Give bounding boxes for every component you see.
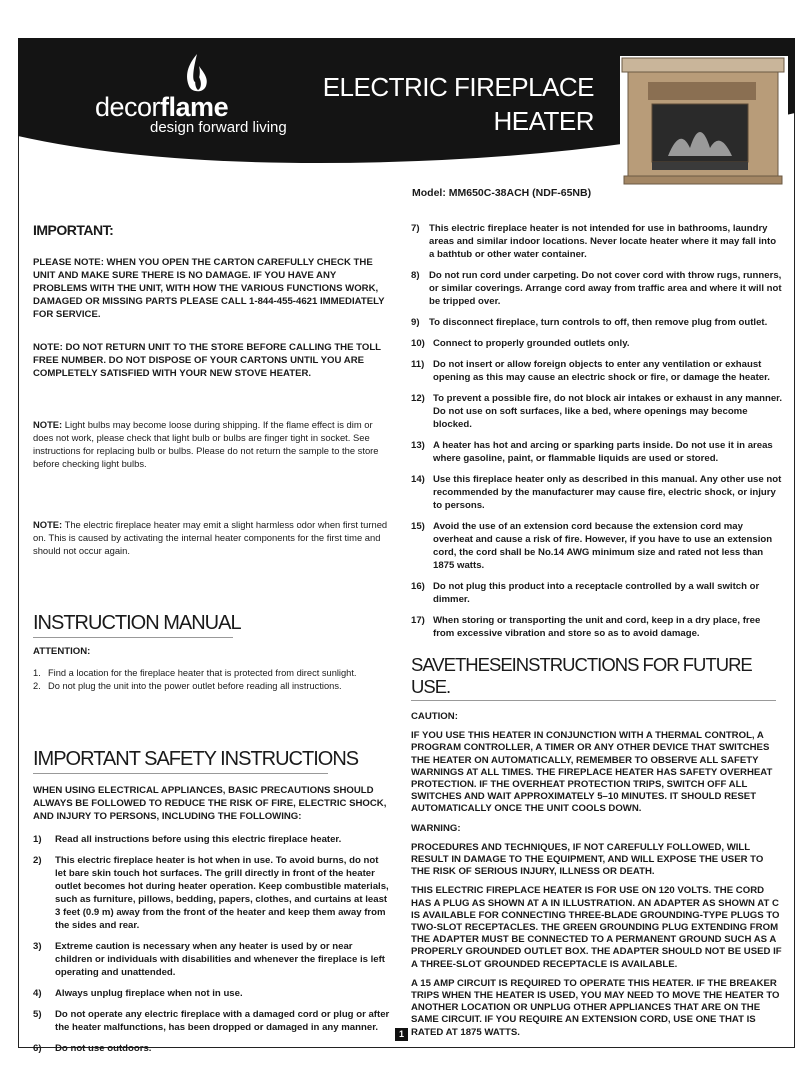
model-number: Model: MM650C-38ACH (NDF-65NB) (412, 187, 592, 199)
warning-text: PROCEDURES AND TECHNIQUES, IF NOT CAREFULLY FOLLOWED, WILL RESULT IN DAMAGE TO THE EQUIPMENT, AND WILL EXPOSE THE USER TO THE RISK OF SERIOUS INJURY, ILLNESS OR DEATH. (411, 841, 764, 878)
item-text: Avoid the use of an extension cord because the extension cord may overheat and cause a risk of fire. However, if you have to use an extension cord, the cord shall be No.14 AWG minimum size and rated not less than 1875 watts. (433, 521, 773, 571)
title-line-2: HEATER (493, 106, 594, 136)
item-text: A heater has hot and arcing or sparking parts inside. Do not use it in areas where gasoline, paint, or flammable liquids are used or stored. (433, 440, 773, 464)
list-item (33, 854, 391, 932)
item-text: Do not run cord under carpeting. Do not cover cord with throw rugs, runners, or similar coverings. Arrange cord away from traffic area and where it will not be tripped over. (429, 270, 782, 307)
list-item (33, 1008, 391, 1034)
instruction-list (33, 667, 391, 692)
warning-label: WARNING: (411, 822, 461, 834)
item-text: When storing or transporting the unit and cord, keep in a dry place, free from excessive vibration and store so as to avoid damage. (433, 615, 761, 639)
item-number: 12) (411, 393, 425, 404)
item-text: Do not plug this product into a receptacle controlled by a wall switch or dimmer. (433, 581, 760, 605)
list-item (33, 987, 391, 1000)
item-number: 14) (411, 474, 425, 485)
brand-light: decor (95, 92, 161, 122)
item-text: Always unplug fireplace when not in use. (55, 988, 243, 999)
instruction-manual-heading: INSTRUCTION MANUAL (33, 612, 241, 634)
note-label: NOTE: (33, 519, 63, 530)
safety-intro: WHEN USING ELECTRICAL APPLIANCES, BASIC PRECAUTIONS SHOULD ALWAYS BE FOLLOWED TO REDUCE THE RISK OF FIRE, ELECTRIC SHOCK, AND INJURY TO PERSONS, INCLUDING THE FOLLOWING: (33, 785, 387, 822)
list-item (411, 358, 783, 384)
amp-circuit-paragraph: A 15 AMP CIRCUIT IS REQUIRED TO OPERATE THIS HEATER. IF THE BREAKER TRIPS WHEN THE HEATER IS USED, YOU MAY NEED TO MOVE THE HEATER TO ANOTHER LOCATION OR UNPLUG OTHER APPLIANCES THAT ARE ON THE SAME CIRCUIT. IF YOU REQUIRE AN EXTENSION CORD, USE ONE THAT IS RATED AT 1875 WATTS. (411, 977, 780, 1038)
item-number: 11) (411, 359, 425, 370)
fireplace-product-image (620, 56, 788, 186)
item-number: 6) (33, 1043, 42, 1054)
note-label: NOTE: (33, 419, 63, 430)
item-number: 13) (411, 440, 425, 451)
item-text: To disconnect fireplace, turn controls to off, then remove plug from outlet. (429, 317, 768, 328)
brand-tagline: design forward living (150, 119, 287, 136)
item-number: 7) (411, 223, 420, 234)
item-number: 10) (411, 338, 425, 349)
item-number: 2. (33, 680, 41, 691)
item-number: 17) (411, 615, 425, 626)
item-text: Connect to properly grounded outlets only. (433, 338, 630, 349)
page-number: 1 (395, 1028, 408, 1041)
heading-rule (411, 700, 776, 701)
item-text: Find a location for the fireplace heater that is protected from direct sunlight. (48, 668, 357, 678)
list-item (411, 316, 783, 329)
list-item (33, 1042, 391, 1055)
important-heading: IMPORTANT: (33, 222, 114, 238)
heading-rule (33, 773, 328, 774)
item-number: 2) (33, 855, 42, 866)
list-item (411, 392, 783, 431)
item-number: 1) (33, 834, 42, 845)
item-text: Use this fireplace heater only as described in this manual. Any other use not recommended by the manufacturer may cause fire, electric shock, or injury to persons. (433, 474, 782, 511)
item-number: 4) (33, 988, 42, 999)
item-number: 5) (33, 1009, 42, 1020)
item-number: 3) (33, 941, 42, 952)
item-text: Do not operate any electric fireplace with a damaged cord or plug or after the heater malfunctions, has been dropped or damaged in any manner. (55, 1009, 390, 1033)
item-text: Do not use outdoors. (55, 1043, 152, 1054)
left-column (33, 222, 391, 1063)
light-bulb-note (33, 418, 391, 470)
please-note-paragraph: PLEASE NOTE: WHEN YOU OPEN THE CARTON CAREFULLY CHECK THE UNIT AND MAKE SURE THERE IS NO DAMAGE. IF YOU HAVE ANY PROBLEMS WITH THE UNIT, WITH HOW THE VARIOUS FUNCTIONS WORK, DAMAGED OR MISSING PARTS PLEASE CALL 1-844-455-4621 IMMEDIATELY FOR SERVICE. (33, 257, 385, 320)
odor-note (33, 518, 391, 557)
note-text: Light bulbs may become loose during shipping. If the flame effect is dim or does not work, please check that light bulb or bulbs are finger tight in socket. See instructions for replacing bulb or bulbs. Please do not return the sample to the store before checking light bulbs. (33, 419, 379, 469)
list-item (411, 614, 783, 640)
list-item (33, 667, 391, 680)
note-text: The electric fireplace heater may emit a slight harmless odor when first turned on. This is caused by activating the internal heater components for the first time and should not occur again. (33, 519, 388, 556)
caution-label: CAUTION: (411, 711, 458, 722)
title-line-1: ELECTRIC FIREPLACE (322, 72, 594, 102)
list-item (411, 580, 783, 606)
list-item (411, 473, 783, 512)
list-item (33, 940, 391, 979)
list-item (411, 337, 783, 350)
item-number: 8) (411, 270, 420, 281)
safety-instructions-heading: IMPORTANT SAFETY INSTRUCTIONS (33, 748, 359, 770)
voltage-paragraph: THIS ELECTRIC FIREPLACE HEATER IS FOR USE ON 120 VOLTS. THE CORD HAS A PLUG AS SHOWN AT A IN ILLUSTRATION. AN ADAPTER AS SHOWN AT C IS AVAILABLE FOR CONNECTING THREE-BLADE GROUNDING-TYPE PLUGS TO TWO-SLOT RECEPTACLES. THE GREEN GROUNDING PLUG EXTENDING FROM THE ADAPTER MUST BE CONNECTED TO A PERMANENT GROUND SUCH AS A PROPERLY GROUNDED OUTLET BOX. THE ADAPTER SHOULD NOT BE USED IF A THREE-SLOT GROUNDED RECEPTACLE IS AVAILABLE. (411, 885, 782, 970)
item-text: This electric fireplace heater is hot when in use. To avoid burns, do not let bare skin touch hot surfaces. The grill directly in front of the heater outlet becomes hot during heater operation. Keep combustible materials, such as furniture, pillows, bedding, papers, clothes, and curtains at least 3 feet (0.9 m) away from the front of the heater and keep them away from the sides and rear. (55, 855, 389, 931)
save-instructions-heading: SAVETHESEINSTRUCTIONS FOR FUTURE USE. (411, 654, 752, 697)
item-text: Do not plug the unit into the power outlet before reading all instructions. (48, 680, 342, 691)
item-text: Extreme caution is necessary when any heater is used by or near children or individuals with disabilities and whenever the fireplace is left operating and unattended. (55, 941, 386, 978)
document-title (323, 70, 594, 138)
list-item (411, 222, 783, 261)
item-number: 9) (411, 317, 420, 328)
list-item (411, 269, 783, 308)
item-text: Read all instructions before using this electric fireplace heater. (55, 834, 342, 845)
list-item (33, 833, 391, 846)
item-number: 16) (411, 581, 425, 592)
list-item (411, 520, 783, 572)
attention-label: ATTENTION: (33, 646, 91, 657)
item-text: Do not insert or allow foreign objects to enter any ventilation or exhaust opening as this may cause an electric shock or fire, or damage the heater. (433, 359, 770, 383)
heading-rule (33, 637, 233, 638)
right-column (411, 222, 783, 1046)
item-number: 1. (33, 668, 41, 678)
list-item (33, 680, 391, 693)
brand-bold: flame (160, 92, 229, 122)
safety-list (33, 833, 391, 1055)
do-not-return-paragraph: NOTE: DO NOT RETURN UNIT TO THE STORE BEFORE CALLING THE TOLL FREE NUMBER. DO NOT DISPOSE OF YOUR CARTONS UNTIL YOU ARE COMPLETELY SATISFIED WITH YOUR NEW STOVE HEATER. (33, 342, 381, 379)
safety-list-continued (411, 222, 783, 640)
list-item (411, 439, 783, 465)
item-text: To prevent a possible fire, do not block air intakes or exhaust in any manner. Do not use on soft surfaces, like a bed, where openings may become blocked. (433, 393, 783, 430)
caution-text: IF YOU USE THIS HEATER IN CONJUNCTION WITH A THERMAL CONTROL, A PROGRAM CONTROLLER, A TIMER OR ANY OTHER DEVICE THAT SWITCHES THE HEATER ON AUTOMATICALLY, REMEMBER TO OBSERVE ALL SAFETY WARNINGS AT ALL TIMES. THE FIREPLACE HEATER HAS SAFETY OVERHEAT PROTECTION. IF THE OVERHEAT PROTECTION TRIPS, SWITCH OFF ALL SWITCHES AND WAIT APPROXIMATELY 5–10 MINUTES. IT SHOULD RESET AUTOMATICALLY ONCE THE UNIT COOLS DOWN. (411, 730, 773, 815)
item-text: This electric fireplace heater is not intended for use in bathrooms, laundry areas and similar indoor locations. Never locate heater where it may fall into a bathtub or other water container. (429, 223, 777, 260)
item-number: 15) (411, 521, 425, 532)
